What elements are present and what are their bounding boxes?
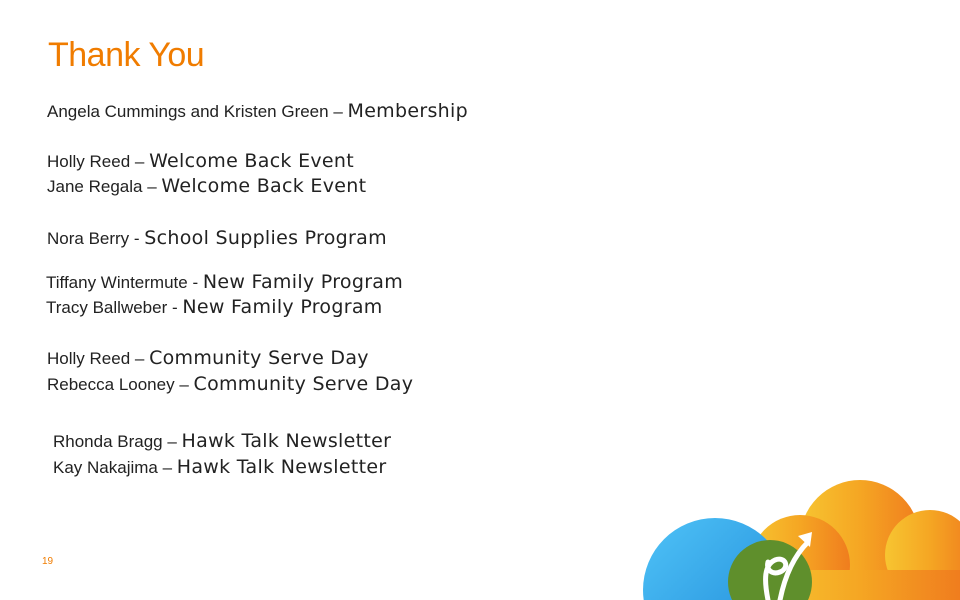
credit-name: Tiffany Wintermute [46,273,188,292]
credit-role: Community Serve Day [149,347,369,369]
credit-separator: – [328,102,348,121]
credit-name: Holly Reed [47,349,131,368]
credit-role: Welcome Back Event [161,175,367,197]
credit-role: New Family Program [182,296,383,318]
credit-name: Kay Nakajima [53,458,158,477]
credit-line [47,175,366,197]
credit-name: Rhonda Bragg [53,432,163,451]
credit-name: Holly Reed [47,152,131,171]
credit-separator: – [130,152,150,171]
credit-separator: - [187,273,203,292]
credit-line [46,296,383,318]
cloud-sprout-logo-icon [640,470,960,600]
credit-separator: – [157,458,177,477]
credit-role: Membership [347,100,468,122]
page-number: 19 [42,556,54,567]
credit-line [46,271,403,293]
credit-separator: - [129,229,145,248]
credit-line [53,430,391,452]
credit-name: Jane Regala [47,177,143,196]
credit-role: Welcome Back Event [149,150,355,172]
credit-role: New Family Program [202,271,404,293]
credit-role: Community Serve Day [193,373,414,395]
credit-line [53,456,386,478]
credit-role: Hawk Talk Newsletter [181,430,392,452]
credit-line [47,150,354,172]
credit-separator: – [162,432,182,451]
credit-line [47,347,369,369]
credit-separator: – [142,177,162,196]
slide-title: Thank You [48,36,205,74]
credit-separator: – [130,349,150,368]
credit-separator: - [167,298,183,317]
credit-name: Angela Cummings and Kristen Green [47,102,329,121]
credit-separator: – [174,375,194,394]
credit-role: Hawk Talk Newsletter [176,456,387,478]
credit-line [47,373,413,395]
credit-line [47,100,468,122]
credit-name: Tracy Ballweber [46,298,168,317]
credit-line [47,227,387,249]
credit-name: Nora Berry [47,229,130,248]
credit-role: School Supplies Program [144,227,387,249]
credit-name: Rebecca Looney [47,375,175,394]
